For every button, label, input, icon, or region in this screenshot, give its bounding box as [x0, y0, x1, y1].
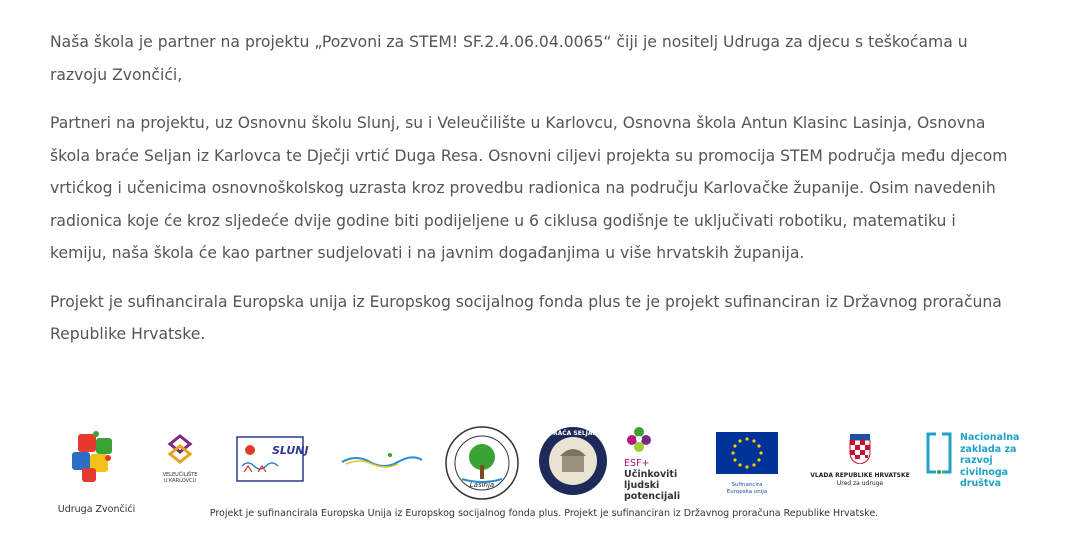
article-body: [50, 26, 1010, 367]
nzrcd-logo: [926, 432, 1026, 504]
zvoncici-label: Udruga Zvončići: [57, 504, 136, 515]
tree-seal-logo: [444, 425, 520, 501]
nzrcd-line-4: civilnoga: [960, 466, 1009, 478]
esf-line-2: ljudski: [624, 480, 660, 491]
esf-logo: [624, 424, 694, 508]
esf-line-1: Učinkoviti: [624, 469, 678, 480]
lasinja-school-logo: [444, 425, 520, 501]
flower-icon: [624, 424, 654, 454]
lasinja-label: Lasinja: [469, 481, 495, 489]
school-slunj-logo: [236, 436, 304, 482]
eu-flag-icon: [716, 432, 778, 474]
eu-logo: [716, 432, 778, 500]
partners-paragraph: Partneri na projektu, uz Osnovnu školu Slunj, su i Veleučilište u Karlovcu, Osnovna škola Antun Klasinc Lasinja, Osnovna škola braće Seljan iz Karlovca te Dječji vrtić Duga Resa. Osnovni ciljevi projekta su promocija STEM područja među djecom vrtićkog i učenicima osnovnoškolskog uzrasta kroz provedbu radionica na području Karlovačke županije. Osim navedenih radionica koje će kroz sljedeće dvije godine biti podijeljene u 6 ciklusa godišnje te uključivati robotiku, matematiku i kemiju, naša škola će kao partner sudjelovati i na javnim događanjima u više hrvatskih županija.: [50, 114, 1008, 262]
eu-line-2: Europska unija: [726, 489, 768, 495]
funding-paragraph: Projekt je sufinancirala Europska unija iz Europskog socijalnog fonda plus te je projekt sufinanciran iz Državnog proračuna Republike Hrvatske.: [50, 292, 1002, 343]
veleuciliste-label: VELEUČILIŠTE U KARLOVCU: [162, 472, 198, 484]
vlada-line-2: Ured za udruge: [836, 480, 884, 487]
nzrcd-line-5: društva: [960, 478, 1002, 489]
eu-line-1: Sufinancira: [731, 482, 763, 488]
nzrcd-line-3: razvoj: [960, 455, 993, 466]
intro-paragraph: Naša škola je partner na projektu „Pozvoni za STEM! SF.2.4.06.04.0065“ čiji je nositelj Udruga za djecu s teškoćama u razvoju Zvončići,: [50, 33, 968, 84]
seljan-label: BRAĆA SELJAN: [548, 430, 598, 437]
veleuciliste-logo: [160, 432, 200, 502]
zvoncici-logo: [54, 430, 139, 515]
esf-heading: ESF+: [624, 458, 650, 469]
esf-line-3: potencijali: [624, 491, 681, 502]
croatian-coat-of-arms: [804, 434, 916, 464]
knot-icon: [160, 432, 200, 468]
nzrcd-text: [960, 432, 1019, 490]
vlada-line-1: VLADA REPUBLIKE HRVATSKE: [810, 472, 910, 479]
funding-caption: Projekt je sufinancirala Europska Unija iz Europskog socijalnog fonda plus. Projekt je sufinanciran iz Državnog proračuna Republike Hrvatske.: [209, 508, 879, 519]
wave-logo: [340, 450, 424, 470]
seljan-school-logo: [538, 426, 608, 496]
slunj-label: SLUNJ: [272, 444, 309, 457]
puzzle-icon: [54, 430, 139, 488]
esf-text: [624, 458, 694, 502]
slunj-school-logo: [236, 436, 309, 482]
eu-text: [716, 482, 778, 496]
duga-resa-logo: [340, 450, 424, 470]
nzrcd-line-2: zaklada za: [960, 443, 1017, 455]
vlada-logo: [804, 434, 916, 494]
nzrcd-line-1: Nacionalna: [960, 432, 1020, 443]
bracket-icon: [926, 432, 952, 476]
vlada-text: [804, 472, 916, 488]
